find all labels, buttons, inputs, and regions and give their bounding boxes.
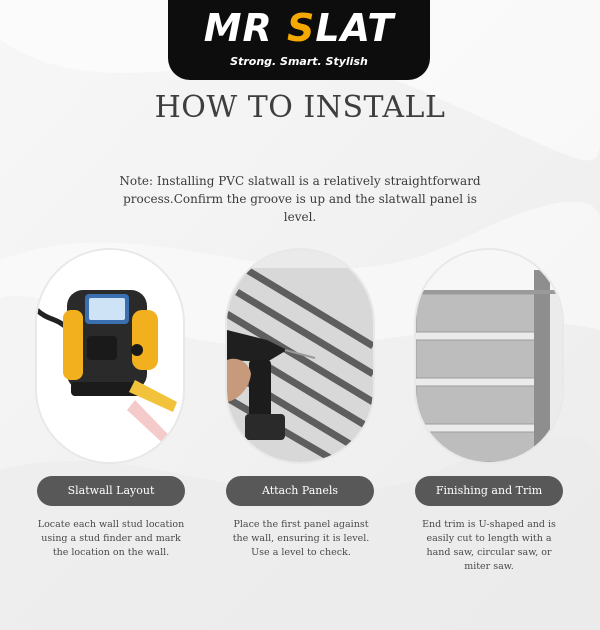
install-note: Note: Installing PVC slatwall is a relatively straightforward process.Confirm the groove is up and the slatwall panel is level. xyxy=(119,174,481,224)
page-title: HOW TO INSTALL xyxy=(154,90,446,125)
step-3-description: End trim is U-shaped and is easily cut to length with a hand saw, circular saw, or miter saw. xyxy=(422,519,556,572)
brand-name: MR SLAT xyxy=(203,6,395,50)
step-2-description: Place the first panel against the wall, ensuring it is level. Use a level to check. xyxy=(232,519,370,558)
drill-image xyxy=(227,250,373,462)
brand-tagline: Strong. Smart. Stylish xyxy=(230,55,368,68)
step-3-label: Finishing and Trim xyxy=(415,476,563,506)
step-2-label: Attach Panels xyxy=(226,476,374,506)
tape-measure-image xyxy=(37,250,183,462)
brand-logo xyxy=(168,0,430,80)
slatwall-trim-image xyxy=(416,250,562,462)
step-1-label: Slatwall Layout xyxy=(37,476,185,506)
step-1-description: Locate each wall stud location using a stud finder and mark the location on the wall. xyxy=(37,519,185,558)
